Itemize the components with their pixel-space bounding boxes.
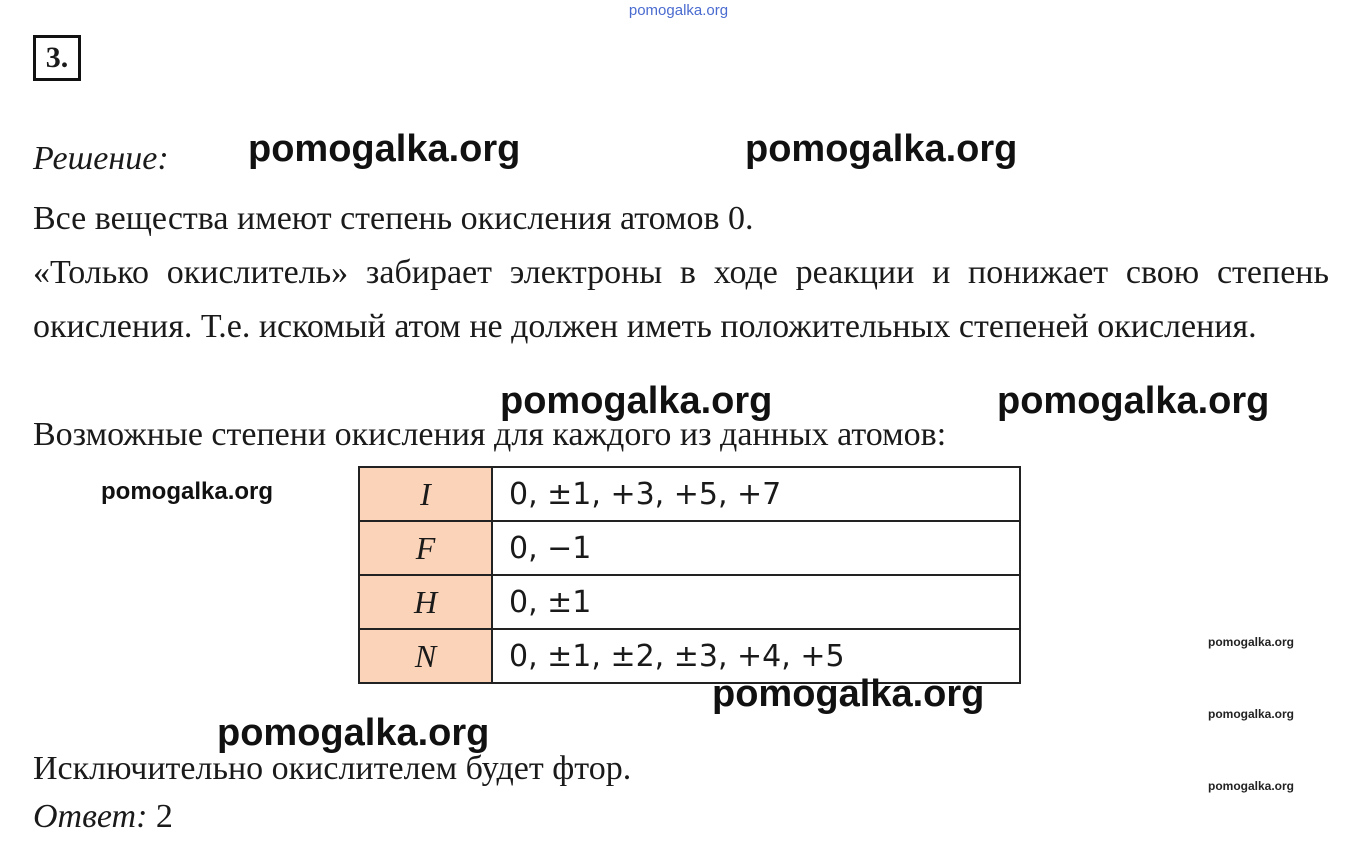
conclusion-text: Исключительно окислителем будет фтор. <box>33 750 632 787</box>
watermark: pomogalka.org <box>500 380 773 422</box>
solution-label: Решение: <box>33 140 169 177</box>
watermark-top: pomogalka.org <box>628 2 729 19</box>
element-cell: F <box>359 521 492 575</box>
paragraph-possible-states: Возможные степени окисления для каждого из данных атомов: <box>33 416 947 453</box>
watermark: pomogalka.org <box>1208 635 1295 649</box>
task-number: 3. <box>33 35 81 81</box>
states-cell: 0, ±1 <box>492 575 1020 629</box>
element-cell: N <box>359 629 492 683</box>
table-row <box>359 521 1020 575</box>
watermark: pomogalka.org <box>712 673 985 715</box>
states-cell: 0, ±1, +3, +5, +7 <box>492 467 1020 521</box>
watermark: pomogalka.org <box>1208 779 1295 793</box>
answer-label: Ответ: <box>33 798 148 835</box>
answer-value: 2 <box>155 798 173 835</box>
paragraph-only-oxidizer: «Только окислитель» забирает электроны в ходе реакции и понижает свою степень окисления. Т.е. искомый атом не должен иметь положительных степеней окисления. <box>33 254 1329 345</box>
table-row <box>359 575 1020 629</box>
element-cell: H <box>359 575 492 629</box>
watermark: pomogalka.org <box>248 128 521 170</box>
paragraph-oxidation-zero: Все вещества имеют степень окисления атомов 0. <box>33 200 754 237</box>
states-cell: 0, ±1, ±2, ±3, +4, +5 <box>492 629 1020 683</box>
watermark: pomogalka.org <box>1208 707 1295 721</box>
watermark: pomogalka.org <box>745 128 1018 170</box>
watermark: pomogalka.org <box>217 712 490 754</box>
watermark: pomogalka.org <box>101 478 274 505</box>
states-cell: 0, −1 <box>492 521 1020 575</box>
answer-line <box>33 798 173 836</box>
element-cell: I <box>359 467 492 521</box>
oxidation-states-table <box>358 466 1021 684</box>
watermark: pomogalka.org <box>997 380 1270 422</box>
table-row <box>359 467 1020 521</box>
